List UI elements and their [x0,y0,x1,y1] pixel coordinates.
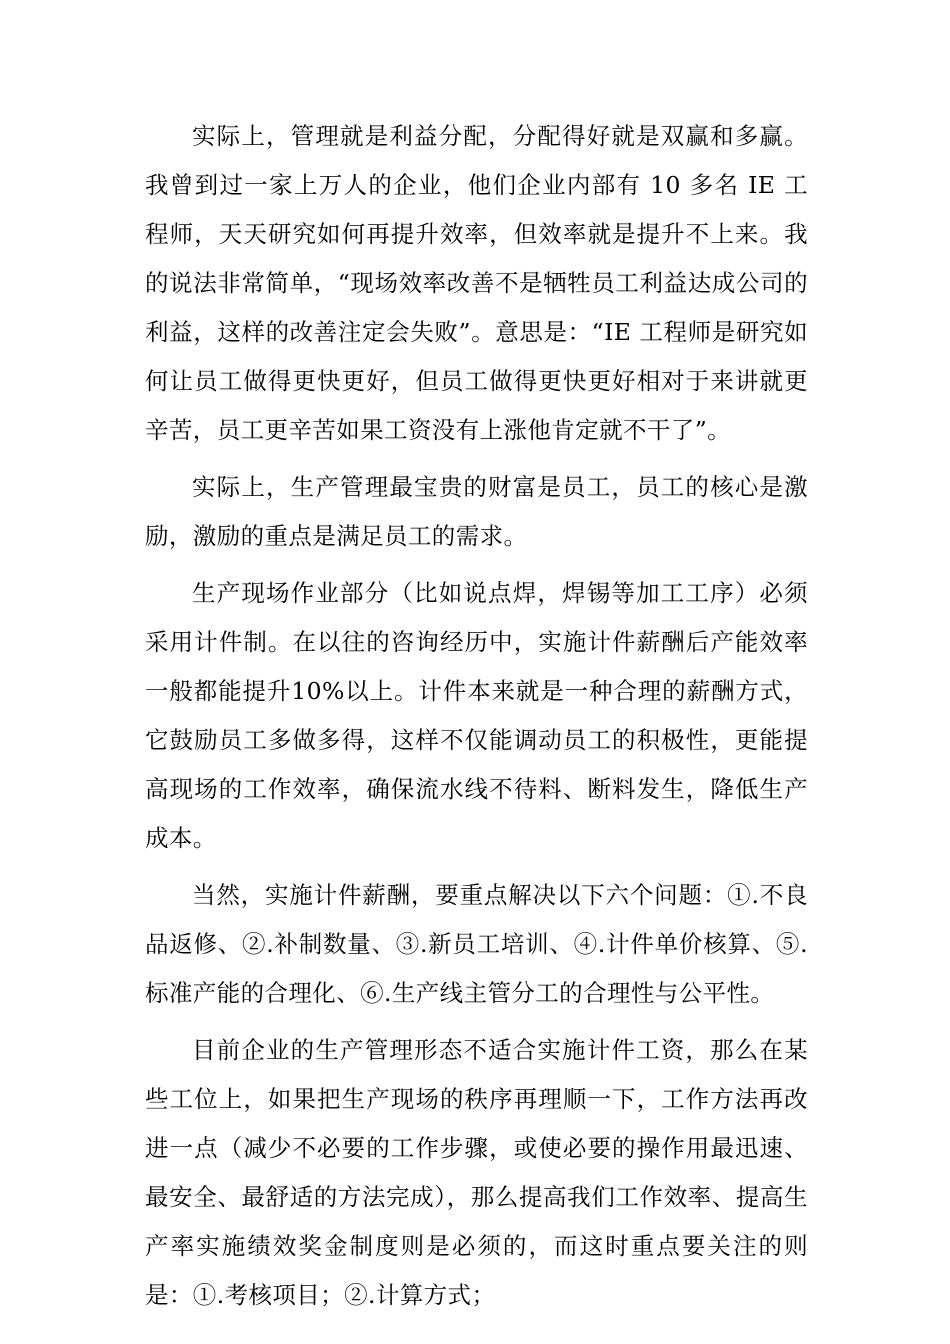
paragraph-4: 当然，实施计件薪酬，要重点解决以下六个问题：①.不良品返修、②.补制数量、③.新员工培训、④.计件单价核算、⑤.标准产能的合理化、⑥.生产线主管分工的合理性与公平性。 [145,881,808,1007]
paragraph-5: 目前企业的生产管理形态不适合实施计件工资，那么在某些工位上，如果把生产现场的秩序再理顺一下，工作方法再改进一点（减少不必要的工作步骤，或使必要的操作用最迅速、最安全、最舒适的方法完成），那么提高我们工作效率、提高生产率实施绩效奖金制度则是必须的，而这时重点要关注的则是：①.考核项目；②.计算方式； [145,1036,808,1309]
paragraph-2: 实际上，生产管理最宝贵的财富是员工，员工的核心是激励，激励的重点是满足员工的需求。 [145,473,808,550]
paragraph-1: 实际上，管理就是利益分配，分配得好就是双赢和多赢。我曾到过一家上万人的企业，他们企业内部有 10 多名 IE 工程师，天天研究如何再提升效率，但效率就是提升不上来。我的说法非常简单，“现场效率改善不是牺牲员工利益达成公司的利益，这样的改善注定会失败”。意思是：“IE 工程师是研究如何让员工做得更快更好，但员工做得更快更好相对于来讲就更辛苦，员工更辛苦如果工资没有上涨他肯定就不干了”。 [145,122,808,444]
paragraph-3: 生产现场作业部分（比如说点焊，焊锡等加工工序）必须采用计件制。在以往的咨询经历中，实施计件薪酬后产能效率一般都能提升10%以上。计件本来就是一种合理的薪酬方式，它鼓励员工多做多得，这样不仅能调动员工的积极性，更能提高现场的工作效率，确保流水线不待料、断料发生，降低生产成本。 [145,579,808,852]
document-body [145,112,808,1328]
